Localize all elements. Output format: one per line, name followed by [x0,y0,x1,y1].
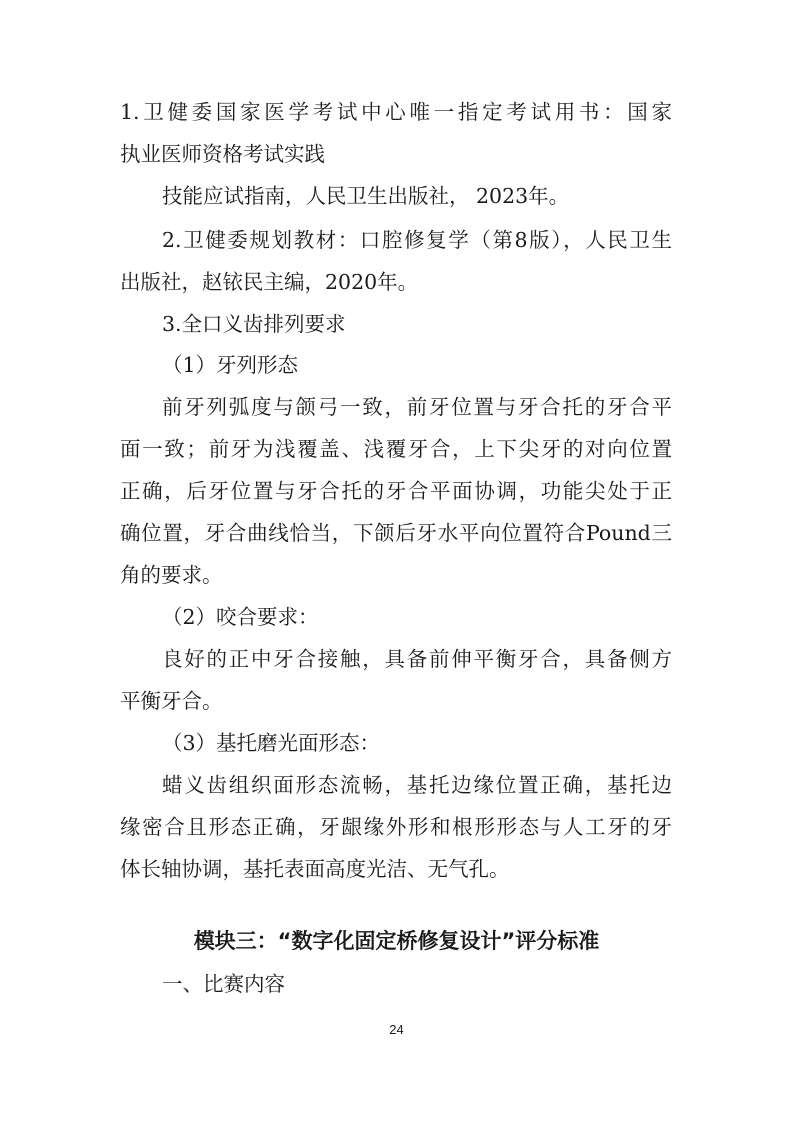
module-heading: 模块三：“数字化固定桥修复设计”评分标准 [193,929,600,953]
section-3-heading: 3.全口义齿排列要求 [162,312,346,336]
reference-2-line-1: 2.卫健委规划教材：口腔修复学（第8版），人民卫生 [162,228,672,252]
reference-2-line-2: 出版社，赵铱民主编，2020年。 [120,270,419,294]
paragraph-2-line-2: 平衡牙合。 [120,689,223,713]
reference-1-line-2: 执业医师资格考试实践 [120,142,325,166]
competition-content-heading: 一、比赛内容 [162,972,285,996]
subsection-2-heading: （2）咬合要求： [162,605,319,629]
paragraph-1-line-1: 前牙列弧度与颌弓一致，前牙位置与牙合托的牙合平 [162,395,672,419]
reference-1-line-1: 1.卫健委国家医学考试中心唯一指定考试用书：国家 [120,100,672,124]
page-number: 24 [389,1022,404,1037]
paragraph-1-line-3: 正确，后牙位置与牙合托的牙合平面协调，功能尖处于正 [120,479,672,503]
paragraph-1-line-5: 角的要求。 [120,563,223,587]
subsection-1-heading: （1）牙列形态 [162,353,299,377]
paragraph-2-line-1: 良好的正中牙合接触，具备前伸平衡牙合，具备侧方 [162,647,672,671]
paragraph-3-line-1: 蜡义齿组织面形态流畅，基托边缘位置正确，基托边 [162,773,672,797]
paragraph-1-line-4: 确位置，牙合曲线恰当，下颌后牙水平向位置符合Pound三 [120,521,672,545]
reference-1-line-3: 技能应试指南，人民卫生出版社， 2023年。 [162,184,570,208]
paragraph-3-line-2: 缘密合且形态正确，牙龈缘外形和根形形态与人工牙的牙 [120,815,672,839]
paragraph-3-line-3: 体长轴协调，基托表面高度光洁、无气孔。 [120,857,510,881]
subsection-3-heading: （3）基托磨光面形态： [162,731,381,755]
paragraph-1-line-2: 面一致；前牙为浅覆盖、浅覆牙合，上下尖牙的对向位置 [120,437,672,461]
